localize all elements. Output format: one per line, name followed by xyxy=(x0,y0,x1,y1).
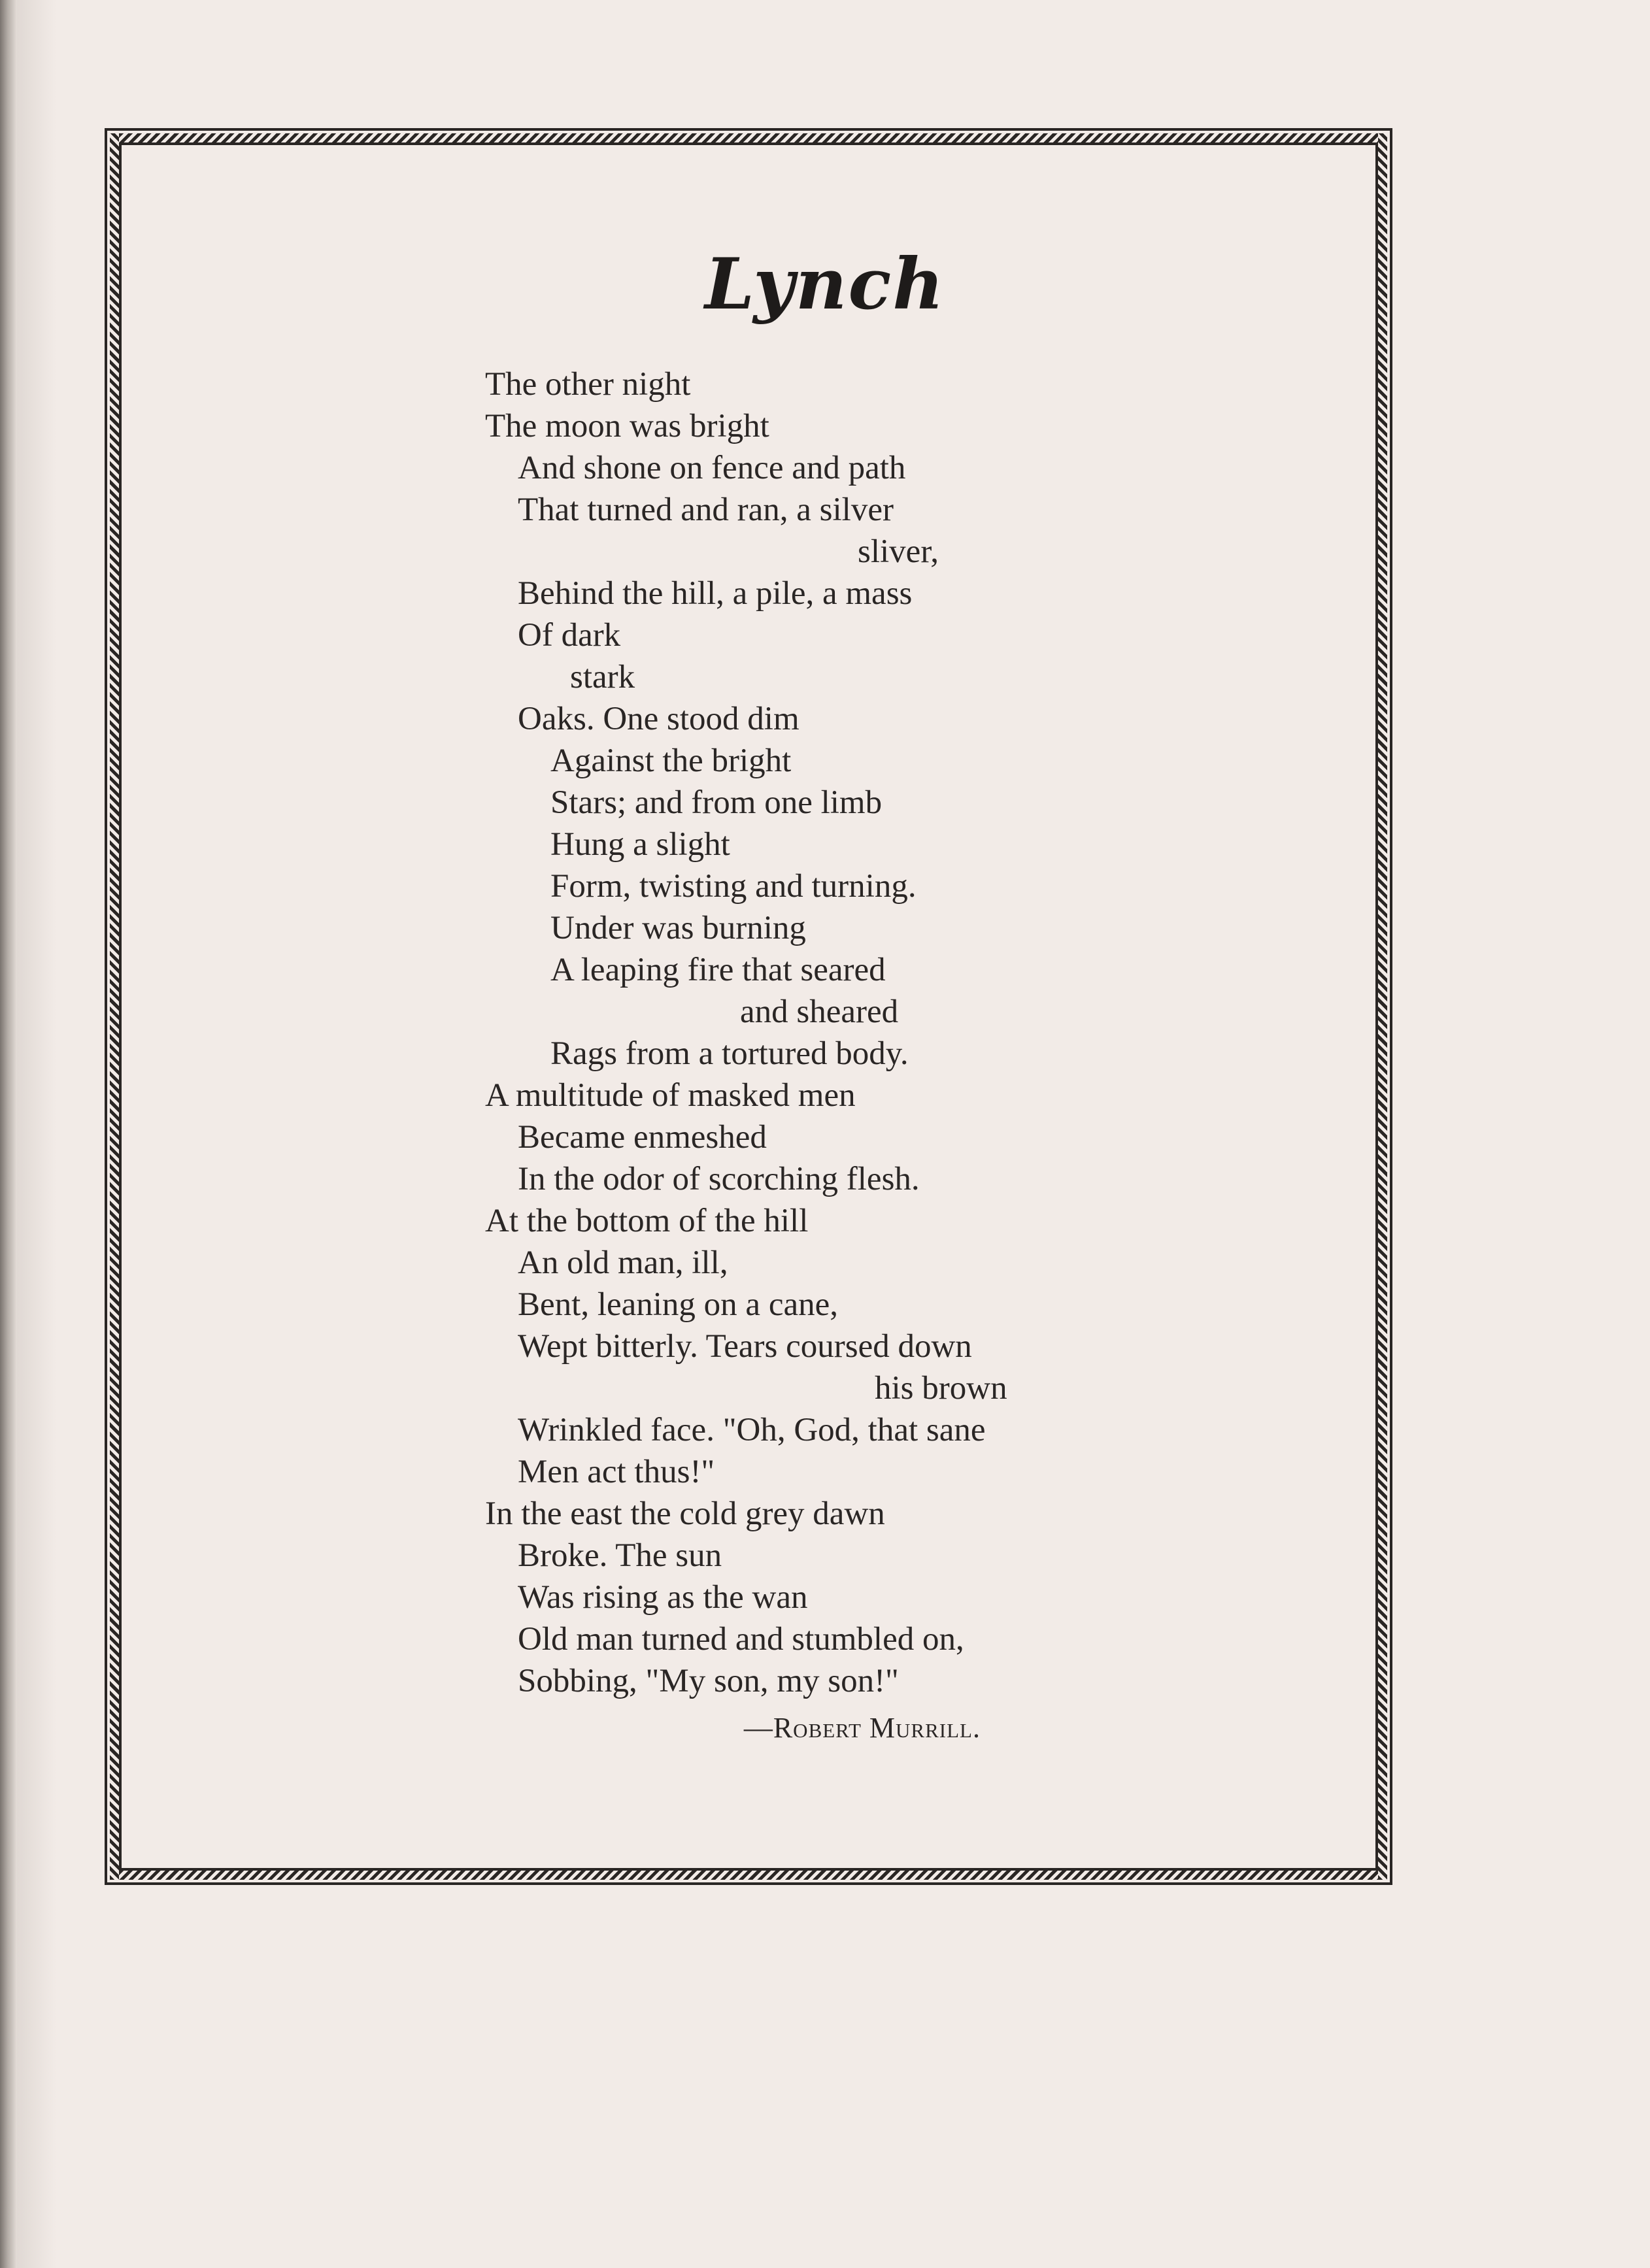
poem-line: Form, twisting and turning. xyxy=(550,868,917,905)
poem-line: The moon was bright xyxy=(485,408,769,444)
poem-line: Wept bitterly. Tears coursed down xyxy=(518,1328,972,1365)
border-band-bottom xyxy=(110,1871,1387,1880)
border-band-right xyxy=(1378,133,1387,1880)
poem-line: Sobbing, "My son, my son!" xyxy=(518,1663,899,1699)
poem-line: Against the bright xyxy=(550,742,792,779)
poem-line: Under was burning xyxy=(550,910,806,946)
poem-line: Behind the hill, a pile, a mass xyxy=(518,575,913,612)
poem-line: and sheared xyxy=(740,993,899,1030)
poem-line: In the odor of scorching flesh. xyxy=(518,1161,920,1197)
poem-line: At the bottom of the hill xyxy=(485,1203,809,1239)
poem-line: Hung a slight xyxy=(550,826,730,863)
poem-line: Broke. The sun xyxy=(518,1537,722,1574)
poem-line: Of dark xyxy=(518,617,621,654)
poem-line: In the east the cold grey dawn xyxy=(485,1495,885,1532)
poem-title: Lynch xyxy=(705,243,945,325)
poem-line: Wrinkled face. "Oh, God, that sane xyxy=(518,1412,986,1448)
book-spine-shadow xyxy=(0,0,17,2268)
poem-line: his brown xyxy=(875,1370,1007,1407)
page-gutter-tint xyxy=(17,0,56,2268)
poem-attribution: —Robert Murrill. xyxy=(743,1712,981,1744)
poem-line: Old man turned and stumbled on, xyxy=(518,1621,964,1658)
border-band-left xyxy=(110,133,119,1880)
poem-line: Rags from a tortured body. xyxy=(550,1035,909,1072)
poem-line: Became enmeshed xyxy=(518,1119,767,1156)
poem-line: Men act thus!" xyxy=(518,1454,715,1490)
poem-line: And shone on fence and path xyxy=(518,450,906,486)
poem-line: That turned and ran, a silver xyxy=(518,492,894,528)
poem-line: sliver, xyxy=(858,533,939,570)
poem-line: A multitude of masked men xyxy=(485,1077,856,1114)
poem-line: Was rising as the wan xyxy=(518,1579,808,1616)
poem-line: Bent, leaning on a cane, xyxy=(518,1286,838,1323)
poem-line: Stars; and from one limb xyxy=(550,784,883,821)
poem-line: The other night xyxy=(485,366,691,403)
poem-line: Oaks. One stood dim xyxy=(518,701,800,737)
border-band-top xyxy=(110,133,1387,142)
poem-line: A leaping fire that seared xyxy=(550,952,886,988)
poem-line: stark xyxy=(570,659,635,695)
poem-line: An old man, ill, xyxy=(518,1244,728,1281)
